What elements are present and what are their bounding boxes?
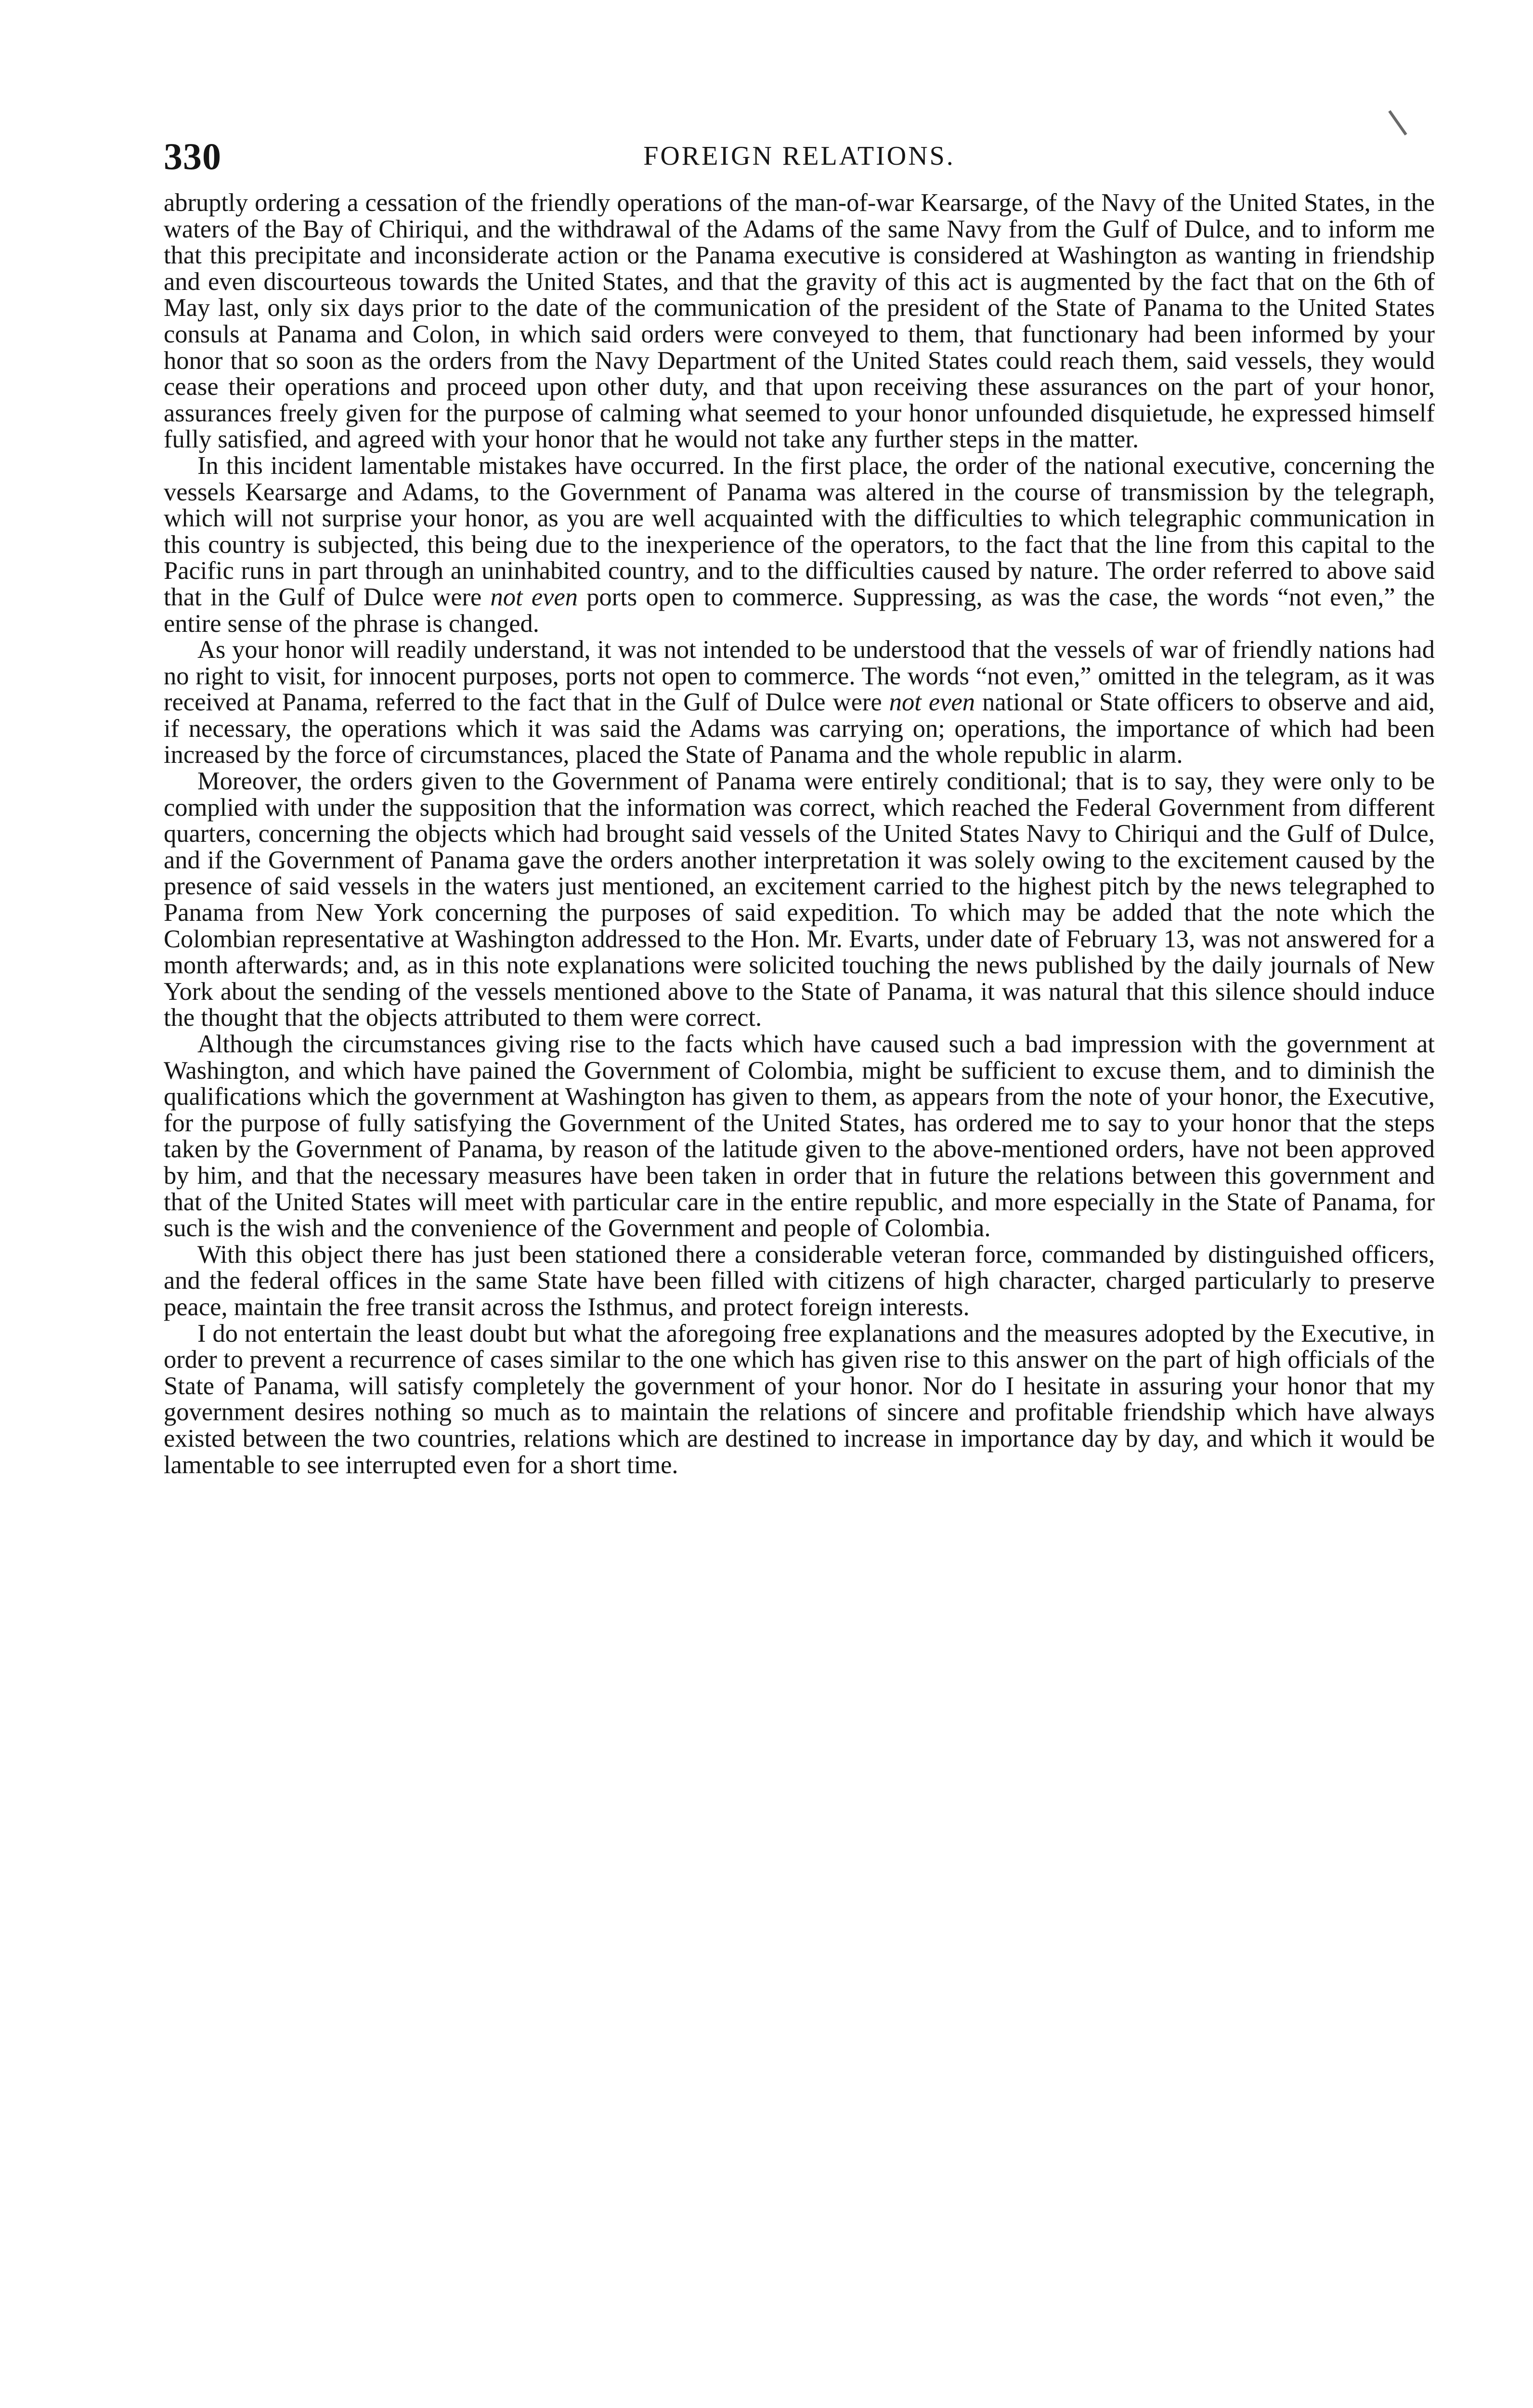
paragraph-7: I do not entertain the least doubt but what the aforegoing free explanations and the measures adopted by the Executive, in order to prevent a recurrence of cases similar to the one which has given rise to this answer on the part of high officials of the State of Panama, will satisfy completely the government of your honor. Nor do I hesitate in assuring your honor that my government desires nothing so much as to maintain the relations of sincere and profitable friendship which have always existed between the two countries, relations which are destined to increase in importance day by day, and which it would be lamentable to see interrupted even for a short time. <box>164 1319 1435 1479</box>
paragraph-5: Although the circumstances giving rise to the facts which have caused such a bad impression with the government at Washington, and which have pained the Government of Colombia, might be sufficient to excuse them, and to diminish the qualifications which the government at Washington has given to them, as appears from the note of your honor, the Executive, for the purpose of fully satisfying the Government of the United States, has ordered me to say to your honor that the steps taken by the Government of Panama, by reason of the latitude given to the above-mentioned orders, have not been approved by him, and that the necessary measures have been taken in order that in future the relations between this government and that of the United States will meet with particular care in the entire republic, and more especially in the State of Panama, for such is the wish and the convenience of the Government and people of Colombia. <box>164 1030 1435 1243</box>
document-page <box>164 130 1435 2408</box>
paragraph-6: With this object there has just been stationed there a considerable veteran force, commanded by distinguished officers, and the federal offices in the same State have been filled with citizens of high character, charged particularly to preserve peace, maintain the free transit across the Isthmus, and protect foreign interests. <box>164 1240 1435 1321</box>
paragraph-3-text-before: As your honor will readily understand, it was not intended to be understood that the vessels of war of friendly nations had no right to visit, for innocent purposes, ports not open to commerce. The words “not even,” omitted in the telegram, as it was received at Panama, referred to the fact that in the Gulf of Dulce were <box>164 636 1435 717</box>
paragraph-4: Moreover, the orders given to the Government of Panama were entirely conditional; that is to say, they were only to be complied with under the supposition that the information was correct, which reached the Federal Government from different quarters, concerning the objects which had brought said vessels of the United States Navy to Chiriqui and the Gulf of Dulce, and if the Government of Panama gave the orders another interpretation it was solely owing to the excitement caused by the presence of said vessels in the waters just mentioned, an excitement carried to the highest pitch by the news telegraphed to Panama from New York concerning the purposes of said expedition. To which may be added that the note which the Colombian representative at Washington addressed to the Hon. Mr. Evarts, under date of February 13, was not answered for a month afterwards; and, as in this note explanations were solicited touching the news published by the daily journals of New York about the sending of the vessels mentioned above to the State of Panama, it was natural that this silence should induce the thought that the objects attributed to them were correct. <box>164 767 1435 1032</box>
page-number: 330 <box>164 135 221 177</box>
paragraph-1-continued: abruptly ordering a cessation of the friendly operations of the man-of-war Kearsarge, of the Navy of the United States, in the waters of the Bay of Chiriqui, and the withdrawal of the Adams of the same Navy from the Gulf of Dulce, and to inform me that this precipitate and inconsiderate action or the Panama executive is considered at Washington as wanting in friendship and even discourteous towards the United States, and that the gravity of this act is augmented by the fact that on the 6th of May last, only six days prior to the date of the communication of the president of the State of Panama to the United States consuls at Panama and Colon, in which said orders were conveyed to them, that functionary had been informed by your honor that so soon as the orders from the Navy Department of the United States could reach them, said vessels, they would cease their operations and proceed upon other duty, and that upon receiving these assurances on the part of your honor, assurances freely given for the purpose of calming what seemed to your honor unfounded disquietude, he expressed himself fully satisfied, and agreed with your honor that he would not take any further steps in the matter. <box>164 189 1435 454</box>
running-head: FOREIGN RELATIONS. <box>643 141 955 171</box>
paragraph-2-text-before: In this incident lamentable mistakes have occurred. In the first place, the order of the national executive, concerning the vessels Kearsarge and Adams, to the Government of Panama was altered in the course of transmission by the telegraph, which will not surprise your honor, as you are well acquainted with the difficulties to which telegraphic communication in this country is subjected, this being due to the inexperience of the operators, to the fact that the line from this capital to the Pacific runs in part through an uninhabited country, and to the difficulties caused by nature. The order referred to above said that in the Gulf of Dulce were <box>164 451 1435 611</box>
paragraph-2 <box>164 453 1435 637</box>
document-body <box>164 190 1435 1478</box>
paragraph-3-text-after: national or State officers to observe and aid, if necessary, the operations which it was said the Adams was carrying on; operations, the importance of which had been increased by the force of circumstances, placed the State of Panama and the whole republic in alarm. <box>164 688 1435 769</box>
paragraph-3 <box>164 637 1435 768</box>
paragraph-2-text-after: ports open to commerce. Suppressing, as was the case, the words “not even,” the entire sense of the phrase is changed. <box>164 583 1435 638</box>
paragraph-3-italic-phrase: not even <box>889 688 975 717</box>
paragraph-2-italic-phrase: not even <box>490 583 578 611</box>
page-header <box>164 130 1435 183</box>
